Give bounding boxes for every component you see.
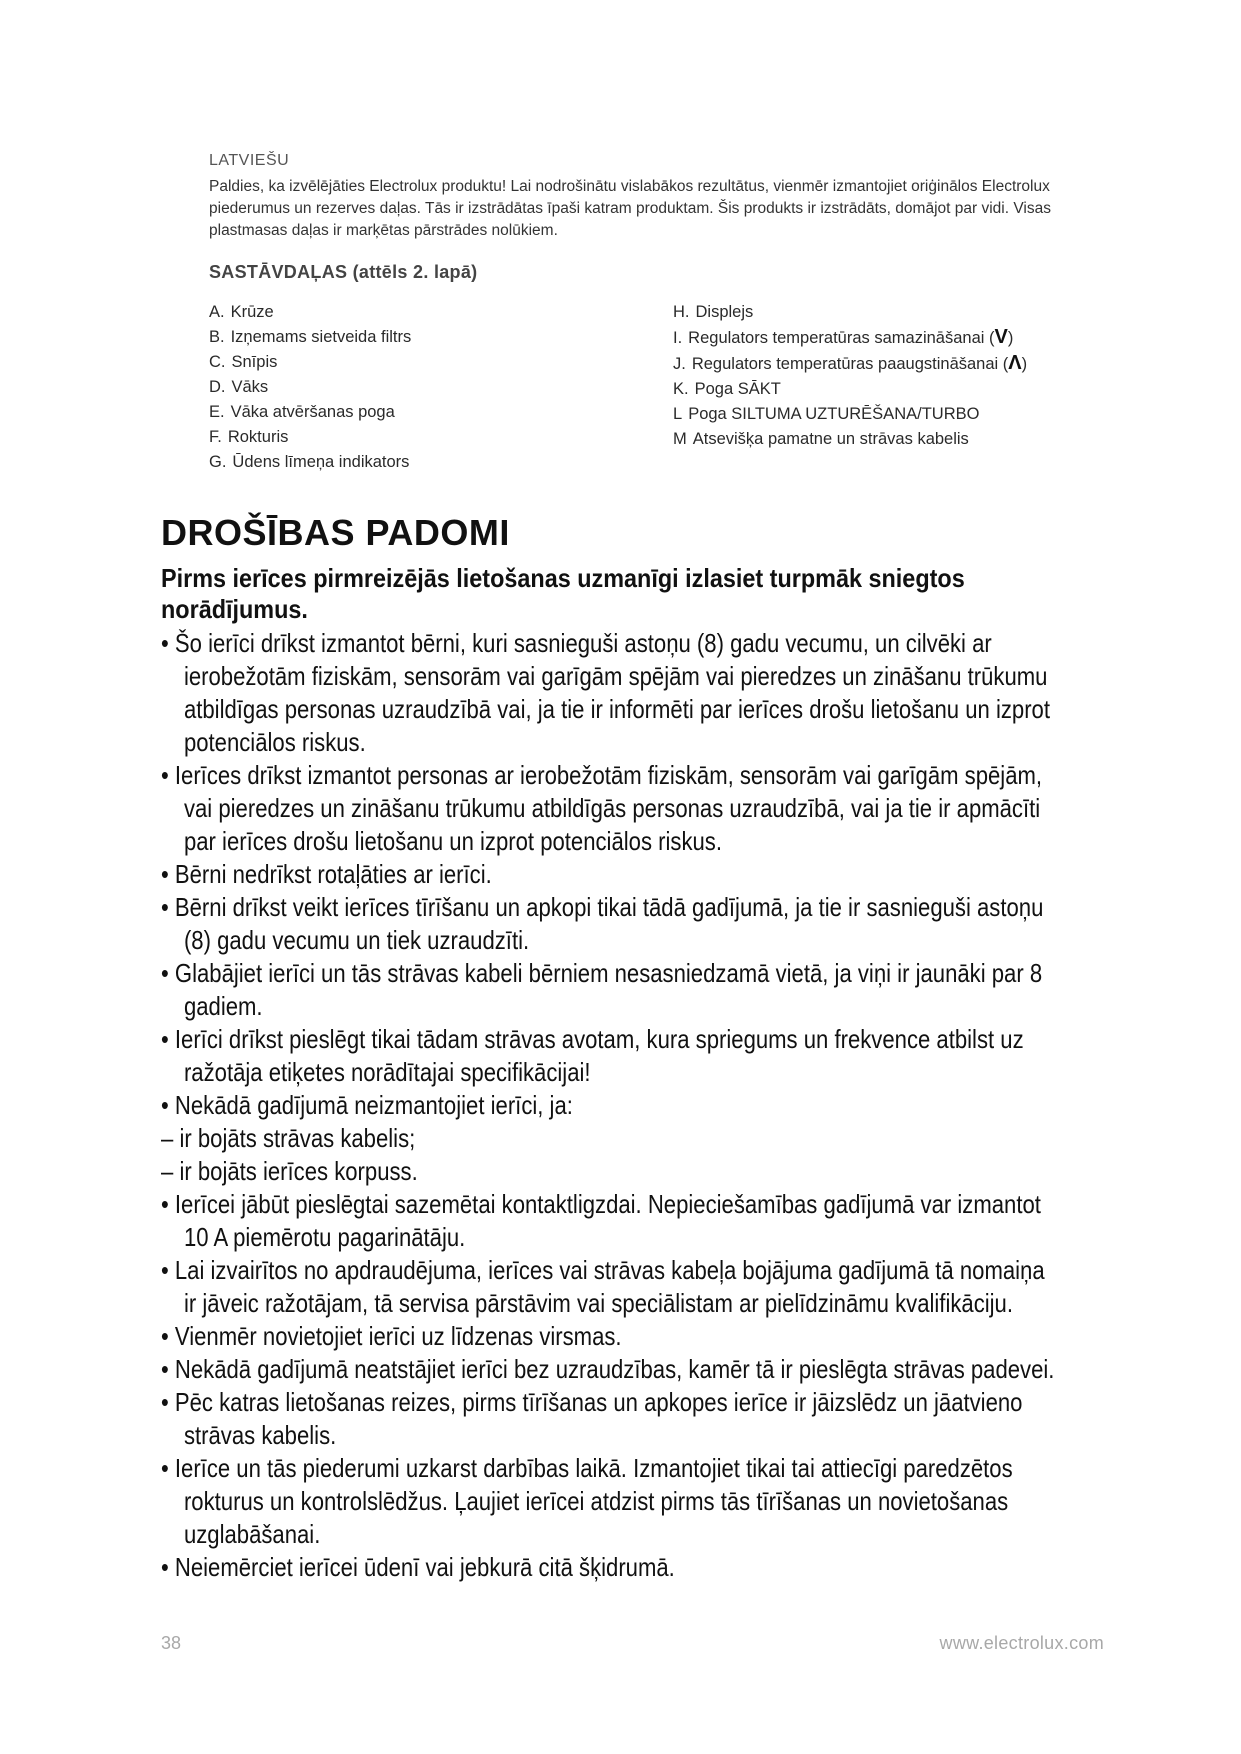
part-item bbox=[673, 300, 1133, 325]
part-label: Vāks bbox=[231, 378, 269, 396]
safety-rules-list bbox=[161, 627, 1062, 1584]
rule-text: Ierīce un tās piederumi uzkarst darbības laikā. Izmantojiet tikai tai attiecīgi paredzētos rokturus un kontrolslēdžus. Ļaujiet ierīcei atdzist pirms tās tīrīšanas un novietošanas uzglabāšanai. bbox=[174, 1453, 1013, 1549]
rule-text: Ierīci drīkst pieslēgt tikai tādam strāvas avotam, kura spriegums un frekvence atbilst uz ražotāja etiķetes norādītajai specifikācijai! bbox=[174, 1024, 1024, 1087]
part-label: Rokturis bbox=[227, 428, 289, 446]
part-item bbox=[209, 400, 649, 425]
intro-paragraph: Paldies, ka izvēlējāties Electrolux produktu! Lai nodrošinātu vislabākos rezultātus, vienmēr izmantojiet oriģinālos Electrolux piederumus un rezerves daļas. Tās ir izstrādātas īpaši katram produktam. Šis produkts ir izstrādāts, domājot par vidi. Visas plastmasas daļas ir marķētas pārstrādes nolūkiem. bbox=[209, 178, 1051, 239]
bullet-marker: • bbox=[161, 1321, 169, 1351]
part-item bbox=[209, 300, 649, 325]
footer-url: www.electrolux.com bbox=[939, 1633, 1104, 1653]
part-letter: F. bbox=[209, 428, 222, 446]
part-label: Displejs bbox=[695, 303, 754, 321]
part-label: Izņemams sietveida filtrs bbox=[230, 328, 412, 346]
bullet-marker: • bbox=[161, 859, 169, 889]
part-item bbox=[209, 425, 649, 450]
rule-text: Neiemērciet ierīcei ūdenī vai jebkurā citā šķidrumā. bbox=[174, 1552, 675, 1582]
chevron-down-icon: V bbox=[994, 326, 1008, 348]
bullet-marker: • bbox=[161, 1387, 169, 1417]
chevron-up-icon: Λ bbox=[1008, 352, 1022, 374]
bullet-marker: • bbox=[161, 1024, 169, 1054]
part-item bbox=[209, 375, 649, 400]
part-letter: B. bbox=[209, 328, 225, 346]
part-item bbox=[209, 450, 649, 475]
bullet-marker: • bbox=[161, 1453, 169, 1483]
language-heading: LATVIEŠU bbox=[209, 152, 290, 169]
parts-title: SASTĀVDAĻAS (attēls 2. lapā) bbox=[209, 262, 478, 282]
part-item bbox=[673, 351, 1133, 377]
part-label: Vāka atvēršanas poga bbox=[230, 403, 395, 421]
safety-rule bbox=[161, 891, 1062, 957]
safety-rule bbox=[161, 1551, 1062, 1584]
bullet-marker: • bbox=[161, 760, 169, 790]
bullet-marker: – bbox=[161, 1156, 174, 1186]
part-label-suffix: ) bbox=[1007, 329, 1014, 347]
parts-list-right bbox=[673, 300, 1133, 452]
rule-text: ir bojāts ierīces korpuss. bbox=[179, 1156, 418, 1186]
safety-title: DROŠĪBAS PADOMI bbox=[161, 512, 510, 553]
page-number: 38 bbox=[161, 1633, 182, 1653]
rule-text: Šo ierīci drīkst izmantot bērni, kuri sasnieguši astoņu (8) gadu vecumu, un cilvēki ar ierobežotām fiziskām, sensorām vai garīgām spējām vai pieredzes un zināšanu trūkumu atbildīgas personas uzraudzībā vai, ja tie ir informēti par ierīces drošu lietošanu un izprot potenciālos riskus. bbox=[174, 628, 1050, 757]
safety-rule bbox=[161, 759, 1062, 858]
part-item bbox=[673, 377, 1133, 402]
safety-rule bbox=[161, 1320, 1062, 1353]
safety-rule bbox=[161, 1023, 1062, 1089]
safety-rule bbox=[161, 1188, 1062, 1254]
bullet-marker: • bbox=[161, 1255, 169, 1285]
safety-sub-item bbox=[161, 1122, 1062, 1155]
rule-text: Nekādā gadījumā neizmantojiet ierīci, ja: bbox=[174, 1090, 573, 1120]
bullet-marker: • bbox=[161, 1354, 169, 1384]
safety-rule bbox=[161, 957, 1062, 1023]
part-label: Ūdens līmeņa indikators bbox=[232, 453, 410, 471]
bullet-marker: – bbox=[161, 1123, 174, 1153]
part-letter: M bbox=[673, 430, 687, 448]
part-letter: K. bbox=[673, 380, 689, 398]
safety-rule bbox=[161, 1386, 1062, 1452]
part-letter: J. bbox=[673, 355, 686, 373]
part-letter: L bbox=[673, 405, 683, 423]
part-item bbox=[673, 325, 1133, 351]
part-letter: E. bbox=[209, 403, 225, 421]
safety-rule bbox=[161, 1254, 1062, 1320]
rule-text: Bērni nedrīkst rotaļāties ar ierīci. bbox=[174, 859, 492, 889]
part-label: Atsevišķa pamatne un strāvas kabelis bbox=[692, 430, 969, 448]
safety-rule bbox=[161, 1353, 1062, 1386]
part-label: Krūze bbox=[230, 303, 274, 321]
safety-rule bbox=[161, 627, 1062, 759]
bullet-marker: • bbox=[161, 628, 169, 658]
part-letter: C. bbox=[209, 353, 226, 371]
part-letter: G. bbox=[209, 453, 227, 471]
safety-sub-item bbox=[161, 1155, 1062, 1188]
part-letter: A. bbox=[209, 303, 225, 321]
part-label: Poga SĀKT bbox=[694, 380, 781, 398]
safety-intro: Pirms ierīces pirmreizējās lietošanas uzmanīgi izlasiet turpmāk sniegtos norādījumus. bbox=[161, 563, 965, 624]
rule-text: Nekādā gadījumā neatstājiet ierīci bez uzraudzības, kamēr tā ir pieslēgta strāvas padevei. bbox=[174, 1354, 1055, 1384]
part-item bbox=[209, 325, 649, 350]
part-label-suffix: ) bbox=[1021, 355, 1028, 373]
rule-text: Pēc katras lietošanas reizes, pirms tīrīšanas un apkopes ierīce ir jāizslēdz un jāatvieno strāvas kabelis. bbox=[174, 1387, 1023, 1450]
rule-text: Lai izvairītos no apdraudējuma, ierīces vai strāvas kabeļa bojājuma gadījumā tā nomaiņa ir jāveic ražotājam, tā servisa pārstāvim vai speciālistam ar pielīdzināmu kvalifikāciju. bbox=[174, 1255, 1045, 1318]
rule-text: Vienmēr novietojiet ierīci uz līdzenas virsmas. bbox=[174, 1321, 622, 1351]
part-letter: D. bbox=[209, 378, 226, 396]
bullet-marker: • bbox=[161, 1552, 169, 1582]
part-label: Regulators temperatūras paaugstināšanai ( bbox=[691, 355, 1009, 373]
safety-rule bbox=[161, 1452, 1062, 1551]
part-label: Regulators temperatūras samazināšanai ( bbox=[688, 329, 995, 347]
bullet-marker: • bbox=[161, 1090, 169, 1120]
part-letter: H. bbox=[673, 303, 690, 321]
bullet-marker: • bbox=[161, 1189, 169, 1219]
part-item bbox=[673, 402, 1133, 427]
part-label: Snīpis bbox=[231, 353, 278, 371]
parts-list-left bbox=[209, 300, 649, 475]
bullet-marker: • bbox=[161, 892, 169, 922]
part-letter: I. bbox=[673, 329, 683, 347]
rule-text: Ierīces drīkst izmantot personas ar ierobežotām fiziskām, sensorām vai garīgām spējām, vai pieredzes un zināšanu trūkumu atbildīgās personas uzraudzībā, vai ja tie ir apmācīti par ierīces drošu lietošanu un izprot potenciālos riskus. bbox=[174, 760, 1043, 856]
safety-rule bbox=[161, 858, 1062, 891]
safety-rule bbox=[161, 1089, 1062, 1122]
rule-text: Bērni drīkst veikt ierīces tīrīšanu un apkopi tikai tādā gadījumā, ja tie ir sasnieguši astoņu (8) gadu vecumu un tiek uzraudzīti. bbox=[174, 892, 1044, 955]
part-item bbox=[673, 427, 1133, 452]
part-item bbox=[209, 350, 649, 375]
bullet-marker: • bbox=[161, 958, 169, 988]
rule-text: ir bojāts strāvas kabelis; bbox=[179, 1123, 416, 1153]
rule-text: Ierīcei jābūt pieslēgtai sazemētai kontaktligzdai. Nepieciešamības gadījumā var izmantot 10 A piemērotu pagarinātāju. bbox=[174, 1189, 1041, 1252]
part-label: Poga SILTUMA UZTURĒŠANA/TURBO bbox=[688, 405, 980, 423]
rule-text: Glabājiet ierīci un tās strāvas kabeli bērniem nesasniedzamā vietā, ja viņi ir jaunāki par 8 gadiem. bbox=[174, 958, 1043, 1021]
